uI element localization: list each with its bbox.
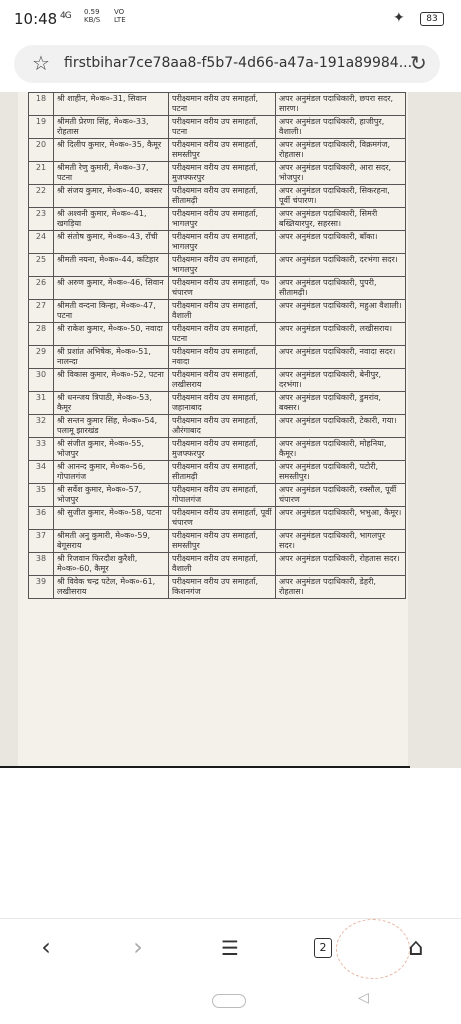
cell-serial: 34 xyxy=(29,461,54,484)
table-row xyxy=(29,231,406,254)
table-row xyxy=(29,116,406,139)
cell-serial: 28 xyxy=(29,323,54,346)
cell-current-post: परीक्ष्यमान वरीय उप समाहर्ता, सीतामढ़ी xyxy=(169,185,276,208)
cell-name: श्रीमती नयना, मे०क०-44, कटिहार xyxy=(54,254,169,277)
address-bar[interactable] xyxy=(14,45,440,83)
cell-serial: 38 xyxy=(29,553,54,576)
battery-icon: 83 xyxy=(420,12,444,26)
cell-current-post: परीक्ष्यमान वरीय उप समाहर्ता, पूर्वी चंपारण xyxy=(169,507,276,530)
url-text[interactable]: firstbihar7ce78aa8-f5b7-4d66-a47a-191a89984... xyxy=(64,55,413,71)
cell-serial: 19 xyxy=(29,116,54,139)
cell-current-post: परीक्ष्यमान वरीय उप समाहर्ता, जहानाबाद xyxy=(169,392,276,415)
cell-name: श्री राकेश कुमार, मे०क०-50, नवादा xyxy=(54,323,169,346)
cell-new-post: अपर अनुमंडल पदाधिकारी, छपरा सदर, सारण। xyxy=(276,93,406,116)
cell-serial: 29 xyxy=(29,346,54,369)
table-row xyxy=(29,415,406,438)
cell-serial: 36 xyxy=(29,507,54,530)
cell-new-post: अपर अनुमंडल पदाधिकारी, दरभंगा सदर। xyxy=(276,254,406,277)
cell-name: श्री आनन्द कुमार, मे०क०-56, गोपालगंज xyxy=(54,461,169,484)
cell-name: श्री सुजीत कुमार, मे०क०-58, पटना xyxy=(54,507,169,530)
cell-serial: 22 xyxy=(29,185,54,208)
cell-name: श्री शाहीन, मे०क०-31, सिवान xyxy=(54,93,169,116)
table-row xyxy=(29,254,406,277)
cell-serial: 33 xyxy=(29,438,54,461)
cell-current-post: परीक्ष्यमान वरीय उप समाहर्ता, सीतामढ़ी xyxy=(169,461,276,484)
cell-current-post: परीक्ष्यमान वरीय उप समाहर्ता, समस्तीपुर xyxy=(169,530,276,553)
cell-current-post: परीक्ष्यमान वरीय उप समाहर्ता, वैशाली xyxy=(169,553,276,576)
cell-serial: 21 xyxy=(29,162,54,185)
cell-name: श्री संतोष कुमार, मे०क०-43, राँची xyxy=(54,231,169,254)
cell-current-post: परीक्ष्यमान वरीय उप समाहर्ता, मुजफ्फरपुर xyxy=(169,162,276,185)
cell-serial: 31 xyxy=(29,392,54,415)
cell-name: श्री विवेक चन्द्र पटेल, मे०क०-61, लखीसराय xyxy=(54,576,169,599)
cell-serial: 39 xyxy=(29,576,54,599)
cell-new-post: अपर अनुमंडल पदाधिकारी, सिकरहना, पूर्वी चंपारण। xyxy=(276,185,406,208)
cell-name: श्रीमती रेणु कुमारी, मे०क०-37, पटना xyxy=(54,162,169,185)
cell-serial: 26 xyxy=(29,277,54,300)
cell-serial: 32 xyxy=(29,415,54,438)
cell-name: श्री अरुण कुमार, मे०क०-46, सिवान xyxy=(54,277,169,300)
document-edge xyxy=(0,766,410,768)
table-row xyxy=(29,369,406,392)
cell-serial: 25 xyxy=(29,254,54,277)
cell-serial: 20 xyxy=(29,139,54,162)
cell-current-post: परीक्ष्यमान वरीय उप समाहर्ता, मुजफ्फरपुर xyxy=(169,438,276,461)
cell-name: श्री संजय कुमार, मे०क०-40, बक्सर xyxy=(54,185,169,208)
table-row xyxy=(29,277,406,300)
network-speed-unit: KB/S xyxy=(84,16,101,24)
home-button[interactable]: ⌂ xyxy=(408,933,424,961)
cell-new-post: अपर अनुमंडल पदाधिकारी, पटोरी, समस्तीपुर। xyxy=(276,461,406,484)
table-row xyxy=(29,162,406,185)
cell-serial: 30 xyxy=(29,369,54,392)
back-button[interactable]: ‹ xyxy=(41,933,51,961)
table-row xyxy=(29,93,406,116)
cell-name: श्रीमती वन्दना किन्हा, मे०क०-47, पटना xyxy=(54,300,169,323)
cell-new-post: अपर अनुमंडल पदाधिकारी, बाँका। xyxy=(276,231,406,254)
cell-new-post: अपर अनुमंडल पदाधिकारी, महुआ वैशाली। xyxy=(276,300,406,323)
network-speed-value: 0.59 xyxy=(84,8,100,16)
cell-new-post: अपर अनुमंडल पदाधिकारी, डुमरांव, बक्सर। xyxy=(276,392,406,415)
cell-current-post: परीक्ष्यमान वरीय उप समाहर्ता, पटना xyxy=(169,116,276,139)
transfer-table-body xyxy=(29,93,406,599)
cell-current-post: परीक्ष्यमान वरीय उप समाहर्ता, वैशाली xyxy=(169,300,276,323)
cell-current-post: परीक्ष्यमान वरीय उप समाहर्ता, किशनगंज xyxy=(169,576,276,599)
cell-serial: 35 xyxy=(29,484,54,507)
cell-name: श्री रिजवान फिरदौश कुरैशी, मे०क०-60, कैमूर xyxy=(54,553,169,576)
table-row xyxy=(29,530,406,553)
cell-new-post: अपर अनुमंडल पदाधिकारी, रोहतास सदर। xyxy=(276,553,406,576)
cell-new-post: अपर अनुमंडल पदाधिकारी, टेकारी, गया। xyxy=(276,415,406,438)
cell-new-post: अपर अनुमंडल पदाधिकारी, डेहरी, रोहतास। xyxy=(276,576,406,599)
clock: 10:48 xyxy=(14,10,58,28)
home-pill-icon[interactable] xyxy=(212,994,246,1008)
cell-name: श्री प्रशांत अभिषेक, मे०क०-51, नालन्दा xyxy=(54,346,169,369)
table-row xyxy=(29,553,406,576)
cell-current-post: परीक्ष्यमान वरीय उप समाहर्ता, पटना xyxy=(169,93,276,116)
signal-icon: 4G xyxy=(60,11,71,21)
cell-new-post: अपर अनुमंडल पदाधिकारी, भागलपुर सदर। xyxy=(276,530,406,553)
cell-current-post: परीक्ष्यमान वरीय उप समाहर्ता, समस्तीपुर xyxy=(169,139,276,162)
cell-current-post: परीक्ष्यमान वरीय उप समाहर्ता, पटना xyxy=(169,323,276,346)
cell-name: श्रीमती प्रेरणा सिंह, मे०क०-33, रोहतास xyxy=(54,116,169,139)
document-image xyxy=(0,92,461,768)
vibrate-icon: ✦ xyxy=(393,10,405,26)
cell-new-post: अपर अनुमंडल पदाधिकारी, मोहनिया, कैमूर। xyxy=(276,438,406,461)
cell-name: श्री दिलीप कुमार, मे०क०-35, कैमूर xyxy=(54,139,169,162)
table-row xyxy=(29,507,406,530)
cell-name: श्री सर्वेश कुमार, मे०क०-57, भोजपुर xyxy=(54,484,169,507)
cell-new-post: अपर अनुमंडल पदाधिकारी, आरा सदर, भोजपुर। xyxy=(276,162,406,185)
table-row xyxy=(29,300,406,323)
cell-serial: 37 xyxy=(29,530,54,553)
table-row xyxy=(29,576,406,599)
table-row xyxy=(29,139,406,162)
status-bar xyxy=(0,0,461,40)
table-row xyxy=(29,346,406,369)
network-speed xyxy=(84,8,100,24)
cell-new-post: अपर अनुमंडल पदाधिकारी, सिमरी बख्तियारपुर, सहरसा। xyxy=(276,208,406,231)
cell-new-post: अपर अनुमंडल पदाधिकारी, बेनीपुर, दरभंगा। xyxy=(276,369,406,392)
cell-current-post: परीक्ष्यमान वरीय उप समाहर्ता, लखीसराय xyxy=(169,369,276,392)
system-back-button[interactable]: ◁ xyxy=(358,990,369,1006)
cell-new-post: अपर अनुमंडल पदाधिकारी, नवादा सदर। xyxy=(276,346,406,369)
tab-count-button[interactable]: 2 xyxy=(314,938,332,958)
cell-current-post: परीक्ष्यमान वरीय उप समाहर्ता, नवादा xyxy=(169,346,276,369)
cell-new-post: अपर अनुमंडल पदाधिकारी, हाजीपुर, वैशाली। xyxy=(276,116,406,139)
bookmark-star-icon[interactable]: ☆ xyxy=(32,51,50,75)
browser-bottom-nav xyxy=(0,918,461,979)
table-row xyxy=(29,323,406,346)
table-row xyxy=(29,438,406,461)
cell-current-post: परीक्ष्यमान वरीय उप समाहर्ता, गोपालगंज xyxy=(169,484,276,507)
cell-current-post: परीक्ष्यमान वरीय उप समाहर्ता, भागलपुर xyxy=(169,254,276,277)
system-nav-bar xyxy=(0,984,461,1024)
cell-name: श्री सन्तन कुमार सिंह, मे०क०-54, पलामू झारखंड xyxy=(54,415,169,438)
cell-new-post: अपर अनुमंडल पदाधिकारी, पुपरी, सीतामढ़ी। xyxy=(276,277,406,300)
cell-serial: 18 xyxy=(29,93,54,116)
cell-new-post: अपर अनुमंडल पदाधिकारी, भभुआ, कैमूर। xyxy=(276,507,406,530)
menu-button[interactable]: ☰ xyxy=(221,936,239,960)
cell-name: श्री संजीत कुमार, मे०क०-55, भोजपुर xyxy=(54,438,169,461)
cell-serial: 27 xyxy=(29,300,54,323)
cell-current-post: परीक्ष्यमान वरीय उप समाहर्ता, औरंगाबाद xyxy=(169,415,276,438)
volte-bottom: LTE xyxy=(114,16,126,24)
cell-new-post: अपर अनुमंडल पदाधिकारी, रक्सौल, पूर्वी चंपारण xyxy=(276,484,406,507)
table-row xyxy=(29,185,406,208)
cell-current-post: परीक्ष्यमान वरीय उप समाहर्ता, प० चंपारण xyxy=(169,277,276,300)
cell-name: श्रीमती अनु कुमारी, मे०क०-59, बेगूसराय xyxy=(54,530,169,553)
cell-new-post: अपर अनुमंडल पदाधिकारी, लखीसराय। xyxy=(276,323,406,346)
cell-name: श्री विकास कुमार, मे०क०-52, पटना xyxy=(54,369,169,392)
volte-icon xyxy=(114,8,126,24)
cell-serial: 24 xyxy=(29,231,54,254)
cell-name: श्री अश्वनी कुमार, मे०क०-41, खगड़िया xyxy=(54,208,169,231)
table-row xyxy=(29,484,406,507)
cell-new-post: अपर अनुमंडल पदाधिकारी, विक्रमगंज, रोहतास। xyxy=(276,139,406,162)
cell-serial: 23 xyxy=(29,208,54,231)
table-row xyxy=(29,392,406,415)
reload-icon[interactable]: ↻ xyxy=(410,51,427,75)
cell-current-post: परीक्ष्यमान वरीय उप समाहर्ता, भागलपुर xyxy=(169,208,276,231)
cell-current-post: परीक्ष्यमान वरीय उप समाहर्ता, भागलपुर xyxy=(169,231,276,254)
volte-top: VO xyxy=(114,8,125,16)
forward-button[interactable]: › xyxy=(133,933,143,961)
cell-name: श्री धनन्जय त्रिपाठी, मे०क०-53, कैमूर xyxy=(54,392,169,415)
transfer-table xyxy=(28,92,406,599)
table-row xyxy=(29,461,406,484)
table-row xyxy=(29,208,406,231)
